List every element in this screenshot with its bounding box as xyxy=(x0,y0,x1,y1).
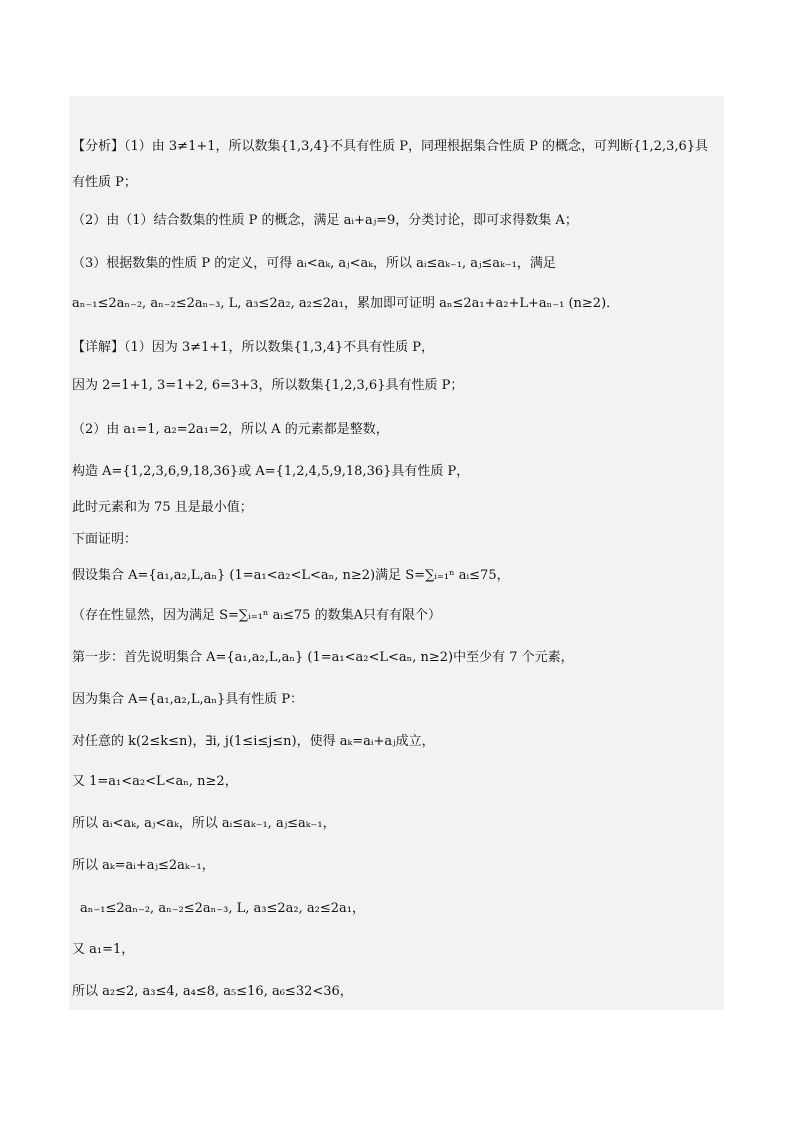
detail-line-16: 又 a₁=1， xyxy=(72,942,135,957)
detail-line-15: aₙ₋₁≤2aₙ₋₂, aₙ₋₂≤2aₙ₋₃, L, a₃≤2a₂, a₂≤2a₁， xyxy=(80,901,365,916)
detail-line-1: 【详解】（1）因为 3≠1+1，所以数集{1,3,4}不具有性质 P， xyxy=(72,340,435,355)
detail-line-10: 因为集合 A={a₁,a₂,L,aₙ}具有性质 P： xyxy=(72,692,304,707)
detail-line-6: 下面证明： xyxy=(72,532,138,547)
detail-line-11: 对任意的 k(2≤k≤n)，∃i, j(1≤i≤j≤n)，使得 aₖ=aᵢ+aⱼ成立， xyxy=(72,734,435,749)
analysis-line-1: 【分析】（1）由 3≠1+1，所以数集{1,3,4}不具有性质 P，同理根据集合性质 P 的概念，可判断{1,2,3,6}具 xyxy=(72,139,709,154)
detail-line-4: 构造 A={1,2,3,6,9,18,36}或 A={1,2,4,5,9,18,36}具有性质 P， xyxy=(72,464,470,479)
analysis-line-4: （3）根据数集的性质 P 的定义，可得 aᵢ<aₖ, aⱼ<aₖ，所以 aᵢ≤aₖ₋₁, aⱼ≤aₖ₋₁，满足 xyxy=(72,256,556,271)
detail-line-8: （存在性显然，因为满足 S=∑ᵢ₌₁ⁿ aᵢ≤75 的数集A只有有限个） xyxy=(72,608,441,623)
detail-line-5: 此时元素和为 75 且是最小值； xyxy=(72,500,253,515)
detail-line-7: 假设集合 A={a₁,a₂,L,aₙ} (1=a₁<a₂<L<aₙ, n≥2)满足 S=∑ᵢ₌₁ⁿ aᵢ≤75， xyxy=(72,568,510,583)
analysis-line-5: aₙ₋₁≤2aₙ₋₂, aₙ₋₂≤2aₙ₋₃, L, a₃≤2a₂, a₂≤2a₁，累加即可证明 aₙ≤2a₁+a₂+L+aₙ₋₁ (n≥2)． xyxy=(72,296,620,311)
detail-line-12: 又 1=a₁<a₂<L<aₙ, n≥2， xyxy=(72,774,238,789)
detail-line-17: 所以 a₂≤2, a₃≤4, a₄≤8, a₅≤16, a₆≤32<36， xyxy=(72,984,353,999)
analysis-line-3: （2）由（1）结合数集的性质 P 的概念，满足 aᵢ+aⱼ=9，分类讨论，即可求得数集 A； xyxy=(72,213,578,228)
detail-line-2: 因为 2=1+1, 3=1+2, 6=3+3，所以数集{1,2,3,6}具有性质 P； xyxy=(72,378,464,393)
detail-line-3: （2）由 a₁=1, a₂=2a₁=2，所以 A 的元素都是整数， xyxy=(72,422,389,437)
analysis-line-2: 有性质 P； xyxy=(72,175,137,190)
detail-line-14: 所以 aₖ=aᵢ+aⱼ≤2aₖ₋₁， xyxy=(72,858,215,873)
detail-line-13: 所以 aᵢ<aₖ, aⱼ<aₖ，所以 aᵢ≤aₖ₋₁, aⱼ≤aₖ₋₁， xyxy=(72,816,336,831)
detail-line-9: 第一步：首先说明集合 A={a₁,a₂,L,aₙ} (1=a₁<a₂<L<aₙ, n≥2)中至少有 7 个元素， xyxy=(72,650,574,665)
